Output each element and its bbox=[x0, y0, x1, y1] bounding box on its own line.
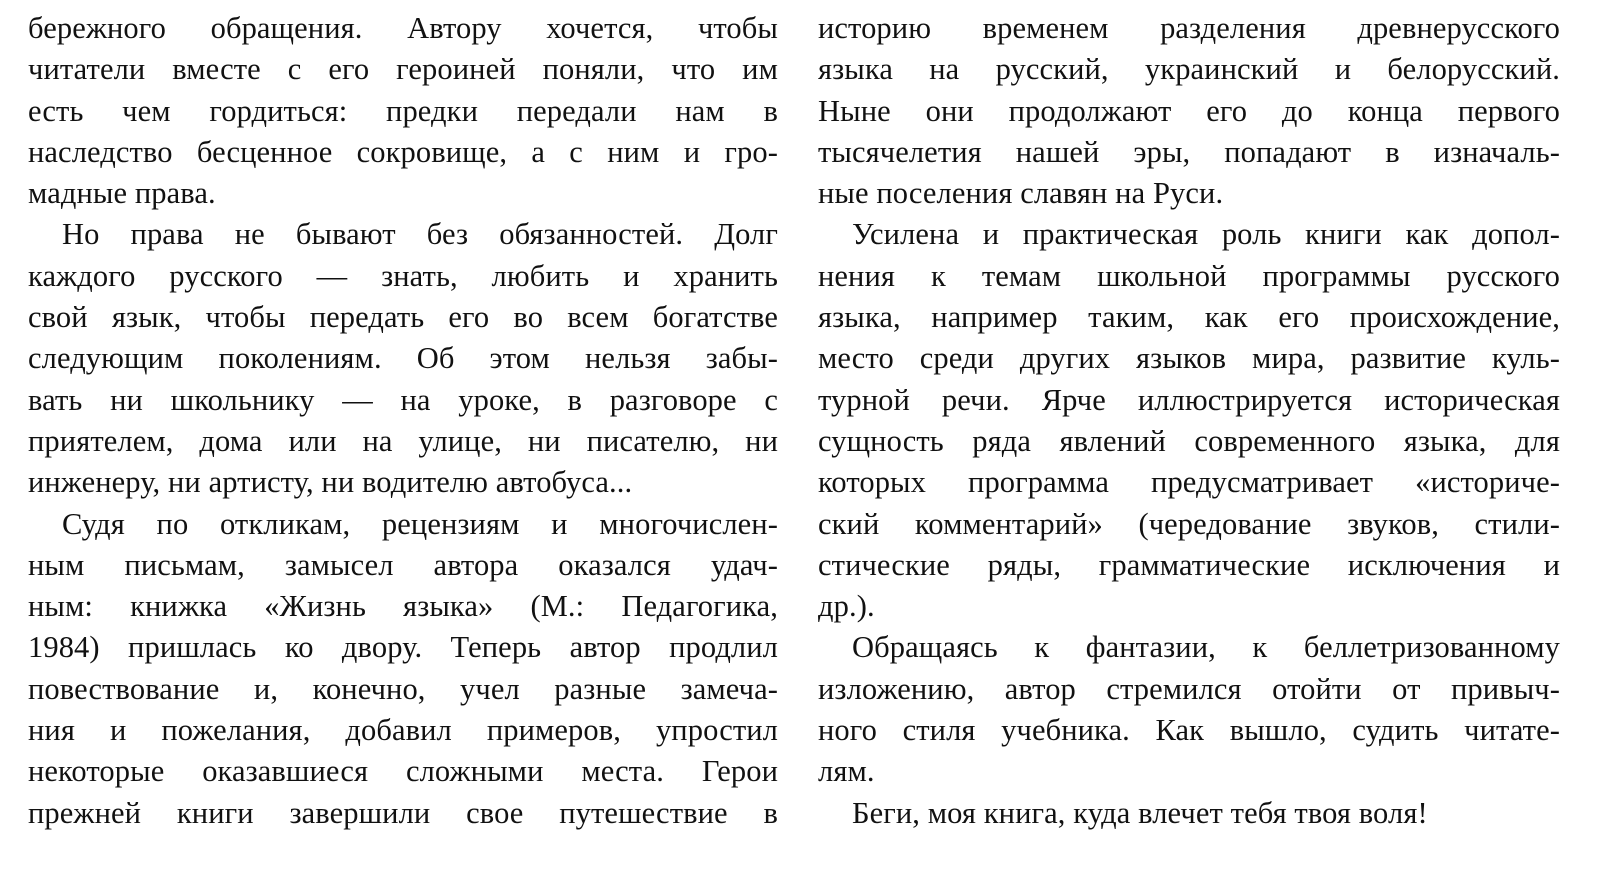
text-line: языка, например таким, как его происхождение, bbox=[818, 300, 1560, 335]
text-line: следующим поколениям. Об этом нельзя забы- bbox=[28, 341, 778, 376]
text-line: Обращаясь к фантазии, к беллетризованному bbox=[852, 630, 1560, 665]
text-line: ния и пожелания, добавил примеров, упростил bbox=[28, 713, 778, 748]
text-line: Беги, моя книга, куда влечет тебя твоя воля! bbox=[852, 795, 1428, 830]
text-line: инженеру, ни артисту, ни водителю автобуса... bbox=[28, 465, 633, 500]
right-text-column bbox=[818, 8, 1560, 834]
text-line: ский комментарий» (чередование звуков, стили- bbox=[818, 506, 1560, 541]
text-line: мадные права. bbox=[28, 176, 216, 211]
text-line: языка на русский, украинский и белорусский. bbox=[818, 52, 1560, 87]
text-line: свой язык, чтобы передать его во всем богатстве bbox=[28, 300, 778, 335]
text-line: сущность ряда явлений современного языка, для bbox=[818, 423, 1560, 458]
text-line: бережного обращения. Автору хочется, чтобы bbox=[28, 11, 778, 45]
text-line: тысячелетия нашей эры, попадают в изначаль- bbox=[818, 134, 1560, 169]
text-line: Ныне они продолжают его до конца первого bbox=[818, 93, 1560, 128]
text-line: повествование и, конечно, учел разные замеча- bbox=[28, 671, 778, 706]
text-line: читатели вместе с его героиней поняли, что им bbox=[28, 52, 778, 87]
text-line: нения к темам школьной программы русского bbox=[818, 258, 1560, 293]
text-line: изложению, автор стремился отойти от привыч- bbox=[818, 671, 1560, 706]
text-line: которых программа предусматривает «историче- bbox=[818, 465, 1560, 500]
text-line: наследство бесценное сокровище, а с ним и гро- bbox=[28, 134, 778, 169]
text-line: приятелем, дома или на улице, ни писателю, ни bbox=[28, 423, 778, 458]
text-line: ные поселения славян на Руси. bbox=[818, 176, 1224, 211]
text-line: историю временем разделения древнерусского bbox=[818, 11, 1560, 45]
text-line: ным: книжка «Жизнь языка» (М.: Педагогика, bbox=[28, 589, 778, 624]
text-line: лям. bbox=[818, 754, 875, 789]
text-line: место среди других языков мира, развитие куль- bbox=[818, 341, 1560, 376]
text-line: др.). bbox=[818, 589, 875, 624]
text-line: Но права не бывают без обязанностей. Долг bbox=[62, 217, 778, 252]
text-line: стические ряды, грамматические исключения и bbox=[818, 547, 1560, 582]
text-line: некоторые оказавшиеся сложными места. Герои bbox=[28, 754, 778, 789]
left-text-column bbox=[28, 8, 778, 834]
text-line: каждого русского — знать, любить и хранить bbox=[28, 258, 778, 293]
text-line: прежней книги завершили свое путешествие в bbox=[28, 795, 778, 830]
text-line: Судя по откликам, рецензиям и многочислен- bbox=[62, 506, 778, 541]
text-line: ного стиля учебника. Как вышло, судить читате- bbox=[818, 713, 1560, 748]
text-line: Усилена и практическая роль книги как допол- bbox=[852, 217, 1560, 252]
text-line: есть чем гордиться: предки передали нам в bbox=[28, 93, 778, 128]
text-line: турной речи. Ярче иллюстрируется историческая bbox=[818, 382, 1560, 417]
text-line: 1984) пришлась ко двору. Теперь автор продлил bbox=[28, 630, 778, 665]
text-line: ным письмам, замысел автора оказался удач- bbox=[28, 547, 778, 582]
text-line: вать ни школьнику — на уроке, в разговоре с bbox=[28, 382, 778, 417]
